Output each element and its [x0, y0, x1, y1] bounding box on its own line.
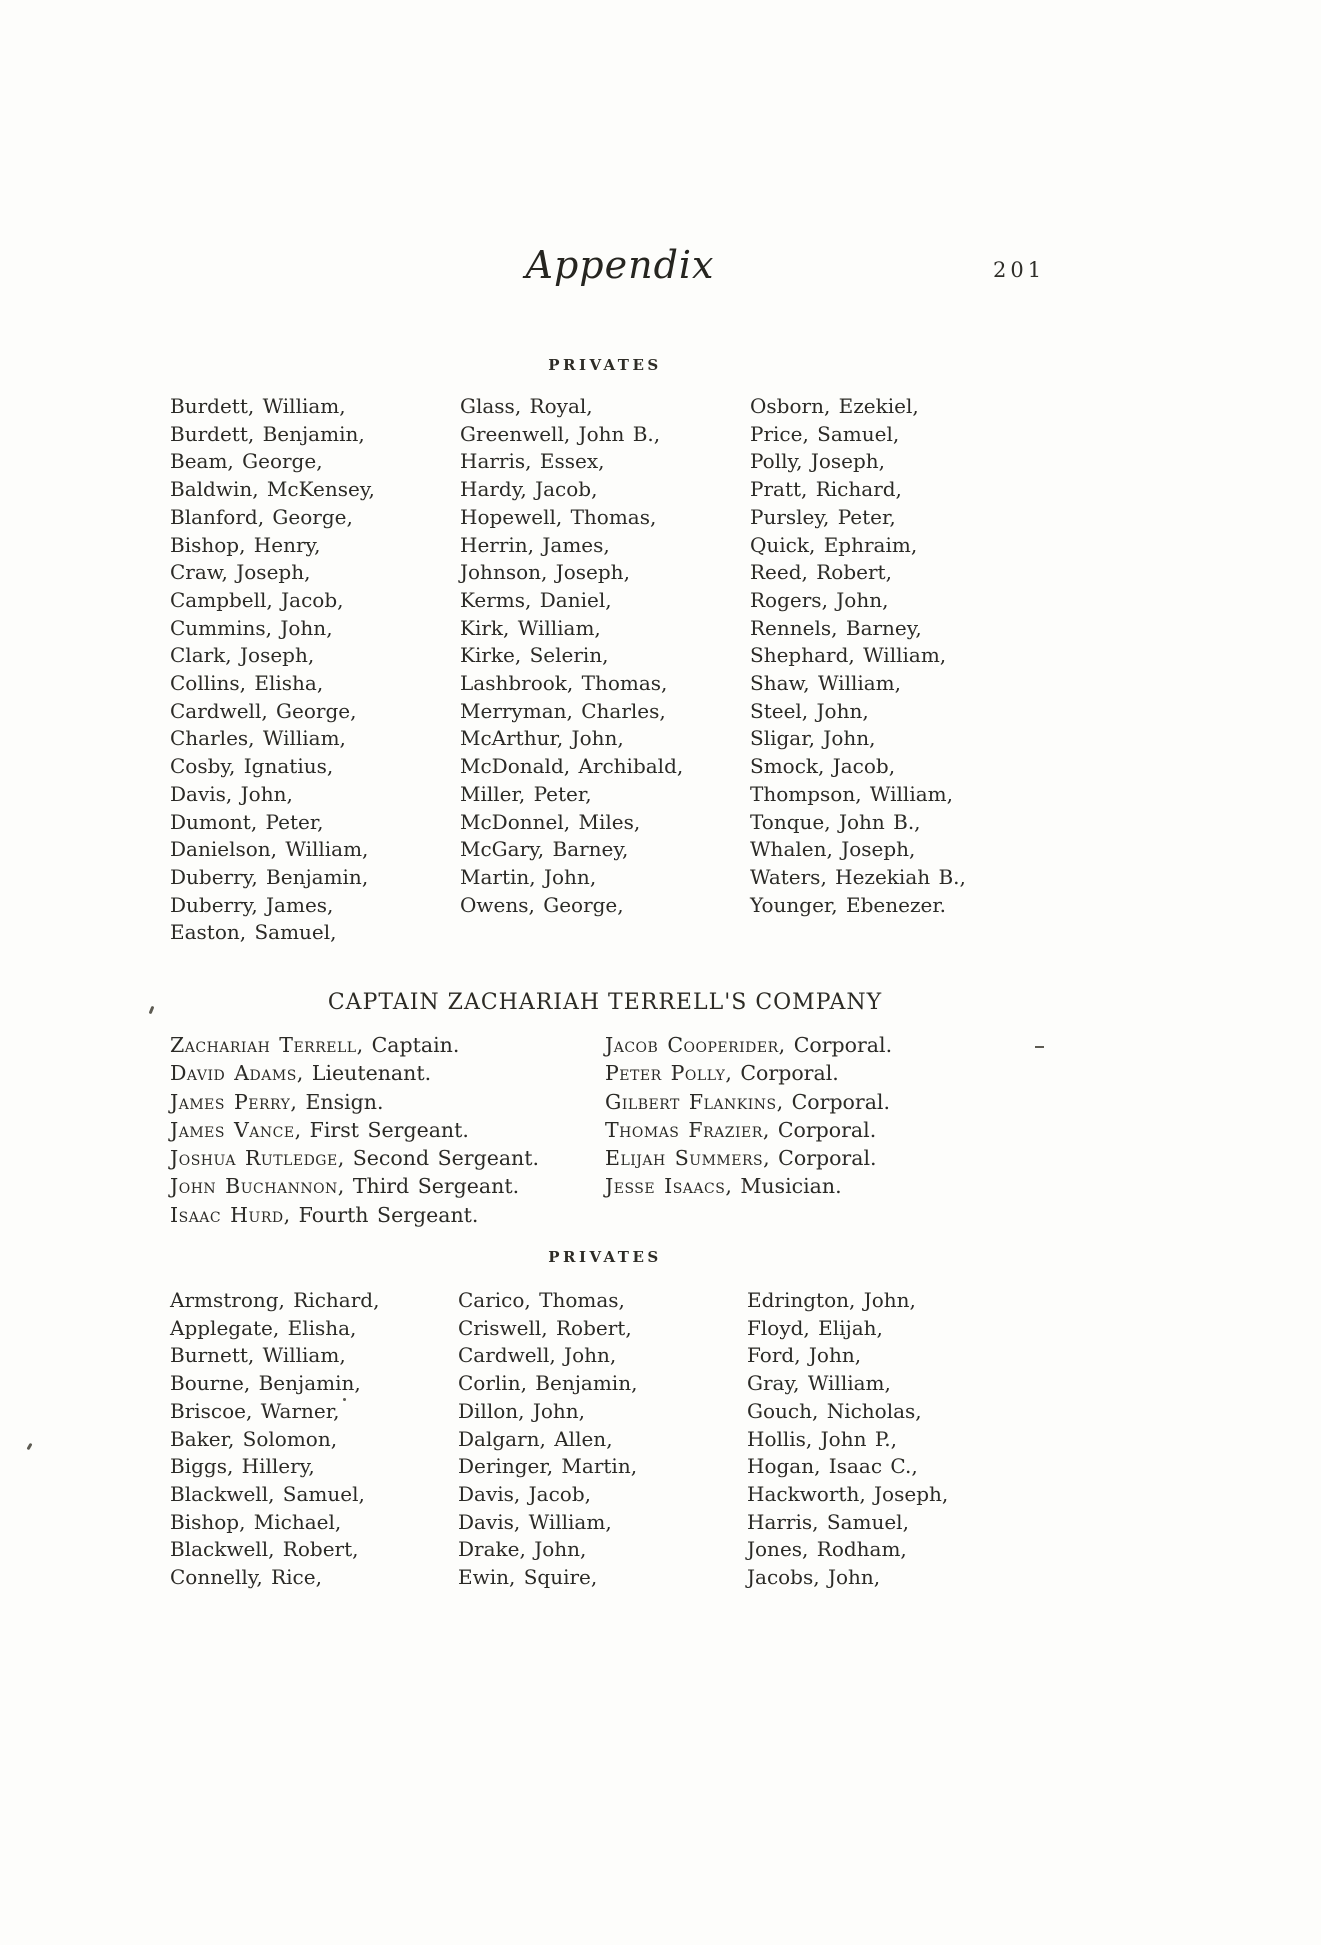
roster-entry: Cardwell, George, — [170, 698, 357, 723]
roster-entry: Cosby, Ignatius, — [170, 754, 334, 779]
roster-entry: Charles, William, — [170, 726, 346, 751]
roster-entry: Applegate, Elisha, — [170, 1315, 357, 1340]
privates2-column-1 — [170, 1287, 379, 1592]
roster-entry: Carico, Thomas, — [458, 1288, 625, 1312]
roster-entry: Davis, William, — [458, 1509, 612, 1534]
officer-name: James Vance — [170, 1117, 295, 1142]
roster-entry: Hollis, John P., — [747, 1426, 897, 1451]
roster-entry: Blackwell, Robert, — [170, 1537, 359, 1562]
roster-entry: Price, Samuel, — [750, 421, 900, 446]
roster-entry: Burnett, William, — [170, 1343, 346, 1368]
officer-entry — [170, 1144, 539, 1172]
officer-entry — [170, 1172, 539, 1200]
roster-entry: Ewin, Squire, — [458, 1565, 598, 1590]
roster-entry: Blanford, George, — [170, 504, 353, 529]
roster-entry: Younger, Ebenezer. — [750, 892, 947, 917]
officer-rank: , Musician. — [725, 1174, 842, 1199]
page-title: Appendix — [525, 243, 715, 287]
officer-rank: , Corporal. — [725, 1061, 839, 1086]
roster-entry: McArthur, John, — [460, 726, 624, 751]
roster-entry: Bourne, Benjamin, — [170, 1371, 361, 1396]
roster-entry: Edrington, John, — [747, 1288, 916, 1312]
page-header — [170, 244, 1070, 288]
roster-entry: Rogers, John, — [750, 587, 889, 612]
officer-name: Elijah Summers — [605, 1146, 764, 1171]
officer-rank: , Corporal. — [778, 1033, 893, 1057]
privates2-column-3 — [747, 1287, 948, 1592]
roster-entry: Collins, Elisha, — [170, 671, 324, 696]
roster-entry: Hackworth, Joseph, — [747, 1481, 949, 1506]
roster-entry: Steel, John, — [750, 698, 869, 723]
page-number: 201 — [993, 258, 1046, 282]
roster-entry: Kerms, Daniel, — [460, 587, 612, 612]
officer-rank: , Second Sergeant. — [337, 1146, 540, 1171]
officer-entry — [170, 1088, 539, 1116]
roster-entry: Harris, Essex, — [460, 449, 605, 474]
roster-entry: Baldwin, McKensey, — [170, 477, 375, 502]
roster-entry: Owens, George, — [460, 892, 624, 917]
roster-entry: Dumont, Peter, — [170, 809, 324, 834]
officer-name: Joshua Rutledge — [170, 1146, 338, 1171]
roster-entry: Osborn, Ezekiel, — [750, 394, 919, 418]
roster-entry: Kirk, William, — [460, 615, 601, 640]
officer-name: Gilbert Flankins — [605, 1089, 777, 1114]
roster-entry: Hogan, Isaac C., — [747, 1454, 918, 1479]
roster-entry: Smock, Jacob, — [750, 754, 896, 779]
officer-name: James Perry — [170, 1089, 291, 1114]
officer-entry — [170, 1059, 539, 1087]
roster-entry: McDonnel, Miles, — [460, 809, 641, 834]
roster-entry: Rennels, Barney, — [750, 615, 922, 640]
roster-entry: Biggs, Hillery, — [170, 1454, 315, 1479]
roster-entry: Hopewell, Thomas, — [460, 504, 657, 529]
roster-entry: Harris, Samuel, — [747, 1509, 909, 1534]
scan-speck — [149, 1006, 155, 1015]
roster-entry: Hardy, Jacob, — [460, 477, 598, 502]
officers-column-right — [605, 1031, 892, 1201]
officer-rank: , Corporal. — [762, 1117, 877, 1142]
roster-entry: Connelly, Rice, — [170, 1565, 322, 1590]
officer-entry — [605, 1144, 892, 1172]
roster-entry: Shephard, William, — [750, 643, 947, 668]
officer-entry — [170, 1116, 539, 1144]
roster-entry: Sligar, John, — [750, 726, 876, 751]
roster-entry: Blackwell, Samuel, — [170, 1481, 365, 1506]
roster-entry: Gouch, Nicholas, — [747, 1398, 922, 1423]
roster-entry: Deringer, Martin, — [458, 1454, 638, 1479]
roster-entry: Pursley, Peter, — [750, 504, 896, 529]
roster-entry: Dalgarn, Allen, — [458, 1426, 613, 1451]
officer-rank: , Ensign. — [290, 1089, 384, 1114]
roster-entry: Burdett, Benjamin, — [170, 421, 365, 446]
officer-name: John Buchannon — [170, 1174, 338, 1199]
roster-entry: Campbell, Jacob, — [170, 587, 344, 612]
roster-entry: Ford, John, — [747, 1343, 862, 1368]
roster-entry: Briscoe, Warner, — [170, 1398, 340, 1423]
roster-entry: Polly, Joseph, — [750, 449, 886, 474]
officer-entry — [605, 1116, 892, 1144]
officer-entry — [170, 1201, 539, 1229]
roster-entry: Lashbrook, Thomas, — [460, 671, 668, 696]
officer-name: Jesse Isaacs — [605, 1174, 726, 1199]
officer-rank: , Third Sergeant. — [337, 1174, 520, 1199]
officer-entry — [605, 1088, 892, 1116]
privates-heading-2: PRIVATES — [548, 1248, 662, 1266]
roster-entry: Dillon, John, — [458, 1398, 586, 1423]
roster-entry: Martin, John, — [460, 864, 597, 889]
officers-column-left — [170, 1031, 539, 1229]
roster-entry: Craw, Joseph, — [170, 560, 311, 585]
officer-entry — [605, 1059, 892, 1087]
roster-entry: Corlin, Benjamin, — [458, 1371, 638, 1396]
roster-entry: Merryman, Charles, — [460, 698, 666, 723]
roster-entry: Kirke, Selerin, — [460, 643, 609, 668]
roster-entry: Shaw, William, — [750, 671, 902, 696]
officer-rank: , Corporal. — [763, 1146, 877, 1171]
privates2-column-2 — [458, 1287, 637, 1592]
roster-entry: Duberry, Benjamin, — [170, 864, 369, 889]
officer-rank: , Lieutenant. — [296, 1061, 432, 1086]
officer-rank: , Corporal. — [776, 1089, 890, 1114]
roster-entry: Davis, John, — [170, 781, 293, 806]
roster-entry: Drake, John, — [458, 1537, 587, 1562]
scan-speck — [343, 1398, 346, 1401]
roster-entry: Glass, Royal, — [460, 394, 593, 418]
roster-entry: Pratt, Richard, — [750, 477, 902, 502]
officer-name: David Adams — [170, 1061, 297, 1086]
officer-name: Isaac Hurd — [170, 1202, 284, 1227]
roster-entry: Cardwell, John, — [458, 1343, 617, 1368]
roster-entry: Tonque, John B., — [750, 809, 921, 834]
roster-entry: Miller, Peter, — [460, 781, 592, 806]
officer-entry — [605, 1031, 892, 1059]
roster-entry: McGary, Barney, — [460, 837, 629, 862]
roster-entry: Bishop, Henry, — [170, 532, 321, 557]
officer-name: Jacob Cooperider — [605, 1033, 779, 1057]
officer-rank: , Captain. — [356, 1033, 460, 1057]
roster-entry: Waters, Hezekiah B., — [750, 864, 966, 889]
privates-column-3 — [750, 393, 966, 919]
officer-entry — [170, 1031, 539, 1059]
officer-rank: , Fourth Sergeant. — [283, 1202, 479, 1227]
officer-entry — [605, 1172, 892, 1200]
roster-entry: Burdett, William, — [170, 394, 346, 418]
roster-entry: Reed, Robert, — [750, 560, 892, 585]
scan-speck — [1035, 1046, 1044, 1048]
roster-entry: Baker, Solomon, — [170, 1426, 338, 1451]
officer-name: Zachariah Terrell — [170, 1033, 357, 1057]
roster-entry: Bishop, Michael, — [170, 1509, 342, 1534]
roster-entry: Davis, Jacob, — [458, 1481, 591, 1506]
officer-name: Peter Polly — [605, 1061, 726, 1086]
roster-entry: Quick, Ephraim, — [750, 532, 918, 557]
roster-entry: Whalen, Joseph, — [750, 837, 916, 862]
roster-entry: Jacobs, John, — [747, 1565, 881, 1590]
roster-entry: Easton, Samuel, — [170, 920, 337, 945]
roster-entry: Beam, George, — [170, 449, 323, 474]
roster-entry: Armstrong, Richard, — [170, 1288, 380, 1312]
company-heading: CAPTAIN ZACHARIAH TERRELL'S COMPANY — [327, 990, 883, 1015]
scan-speck — [26, 1443, 32, 1451]
privates-column-2 — [460, 393, 683, 919]
roster-entry: Gray, William, — [747, 1371, 891, 1396]
roster-entry: Criswell, Robert, — [458, 1315, 632, 1340]
roster-entry: Duberry, James, — [170, 892, 334, 917]
roster-entry: Thompson, William, — [750, 781, 953, 806]
roster-entry: Floyd, Elijah, — [747, 1315, 883, 1340]
officer-name: Thomas Frazier — [605, 1117, 763, 1142]
roster-entry: Clark, Joseph, — [170, 643, 315, 668]
privates-column-1 — [170, 393, 375, 947]
roster-entry: Greenwell, John B., — [460, 421, 661, 446]
roster-entry: Danielson, William, — [170, 837, 369, 862]
roster-entry: Cummins, John, — [170, 615, 333, 640]
privates-heading-1: PRIVATES — [548, 356, 662, 374]
officer-rank: , First Sergeant. — [294, 1117, 469, 1142]
roster-entry: Jones, Rodham, — [747, 1537, 907, 1562]
roster-entry: Herrin, James, — [460, 532, 610, 557]
roster-entry: McDonald, Archibald, — [460, 754, 684, 779]
roster-entry: Johnson, Joseph, — [460, 560, 630, 585]
